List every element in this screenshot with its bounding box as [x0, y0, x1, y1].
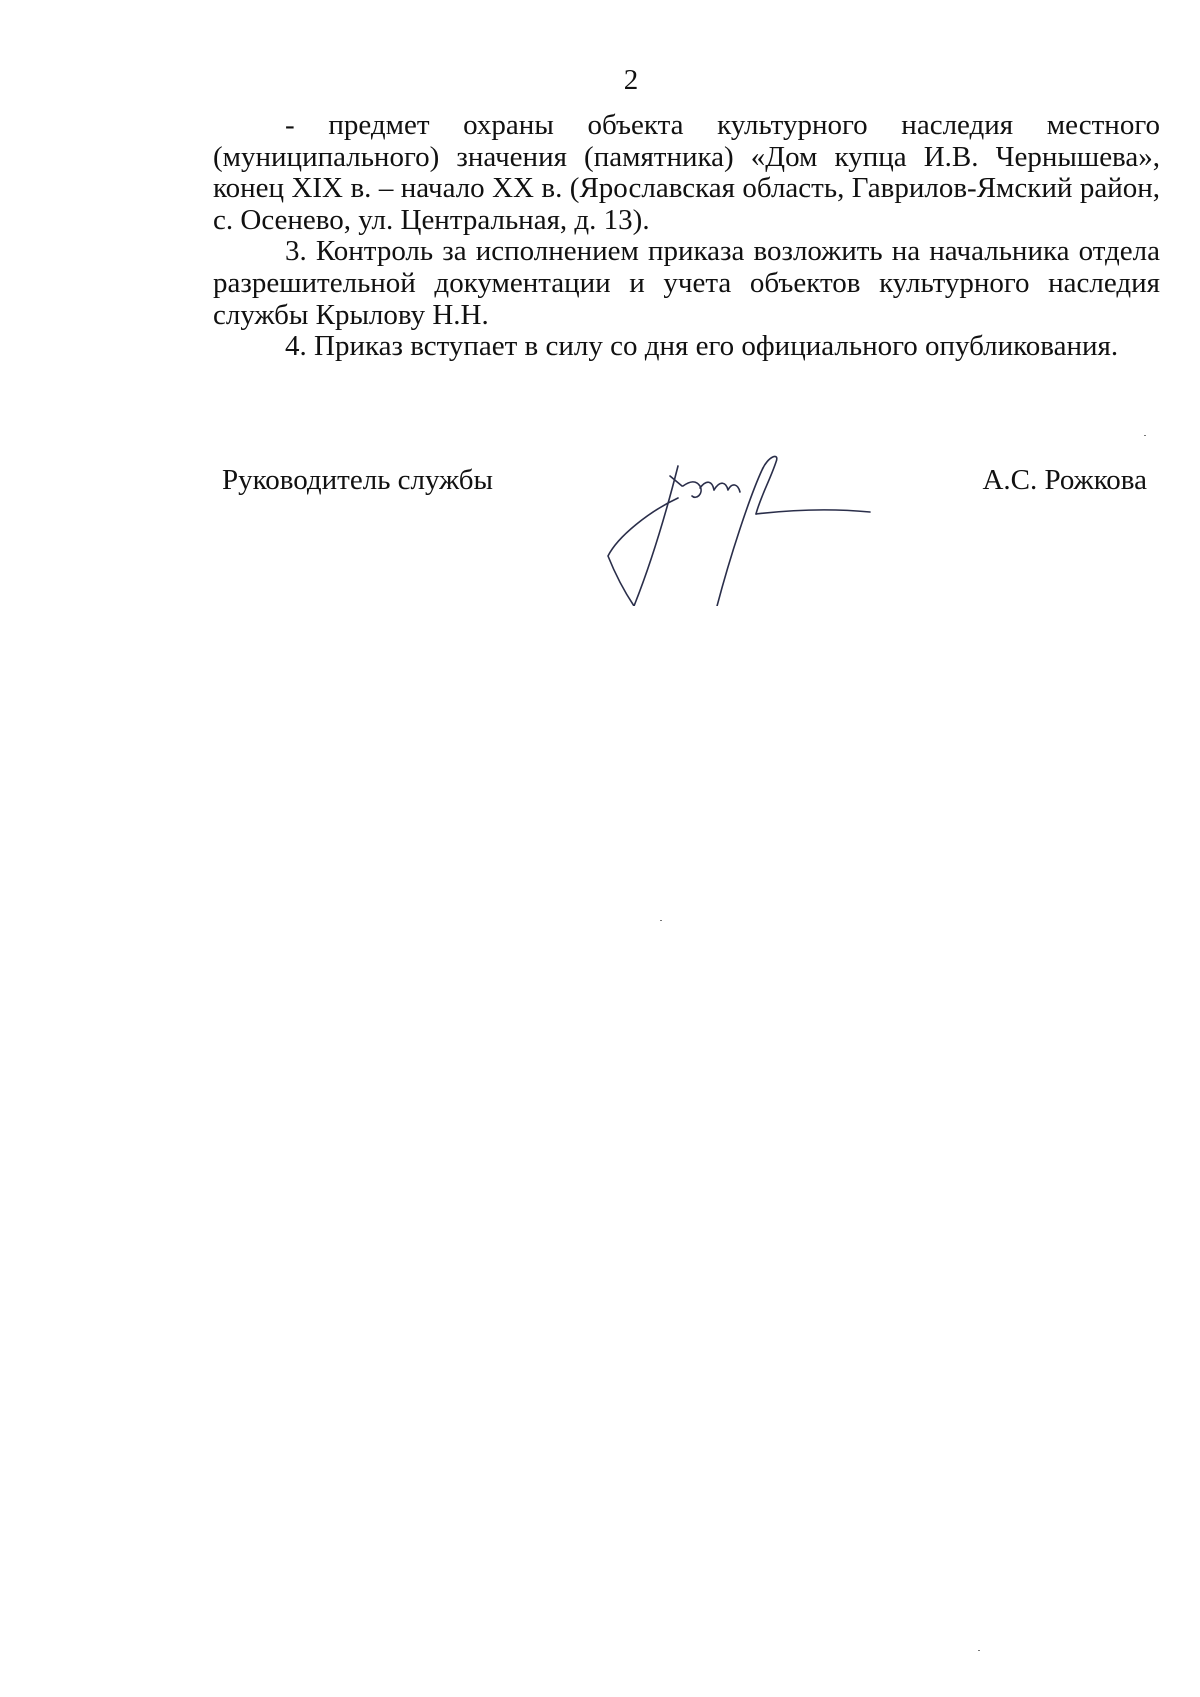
scan-speck [1144, 435, 1146, 436]
scan-speck [978, 1650, 980, 1651]
page-number: 2 [623, 64, 639, 96]
signatory-name: А.С. Рожкова [982, 464, 1147, 496]
paragraph-effective-date: 4. Приказ вступает в силу со дня его официального опубликования. [285, 330, 1119, 363]
handwritten-signature [600, 436, 900, 606]
signatory-title: Руководитель службы [222, 464, 494, 496]
document-body [213, 110, 1160, 363]
signature-block [0, 464, 1200, 594]
paragraph-control: 3. Контроль за исполнением приказа возложить на начальника отдела разрешительной документации и учета объектов культурного наследия службы Крылову Н.Н. [213, 235, 1160, 331]
paragraph-protection-subject: - предмет охраны объекта культурного наследия местного (муниципального) значения (памятника) «Дом купца И.В. Чернышева», конец XIX в. – начало XX в. (Ярославская область, Гаврилов-Ямский район, с. Осенево, ул. Центральная, д. 13). [213, 109, 1160, 236]
scan-speck [660, 920, 662, 921]
